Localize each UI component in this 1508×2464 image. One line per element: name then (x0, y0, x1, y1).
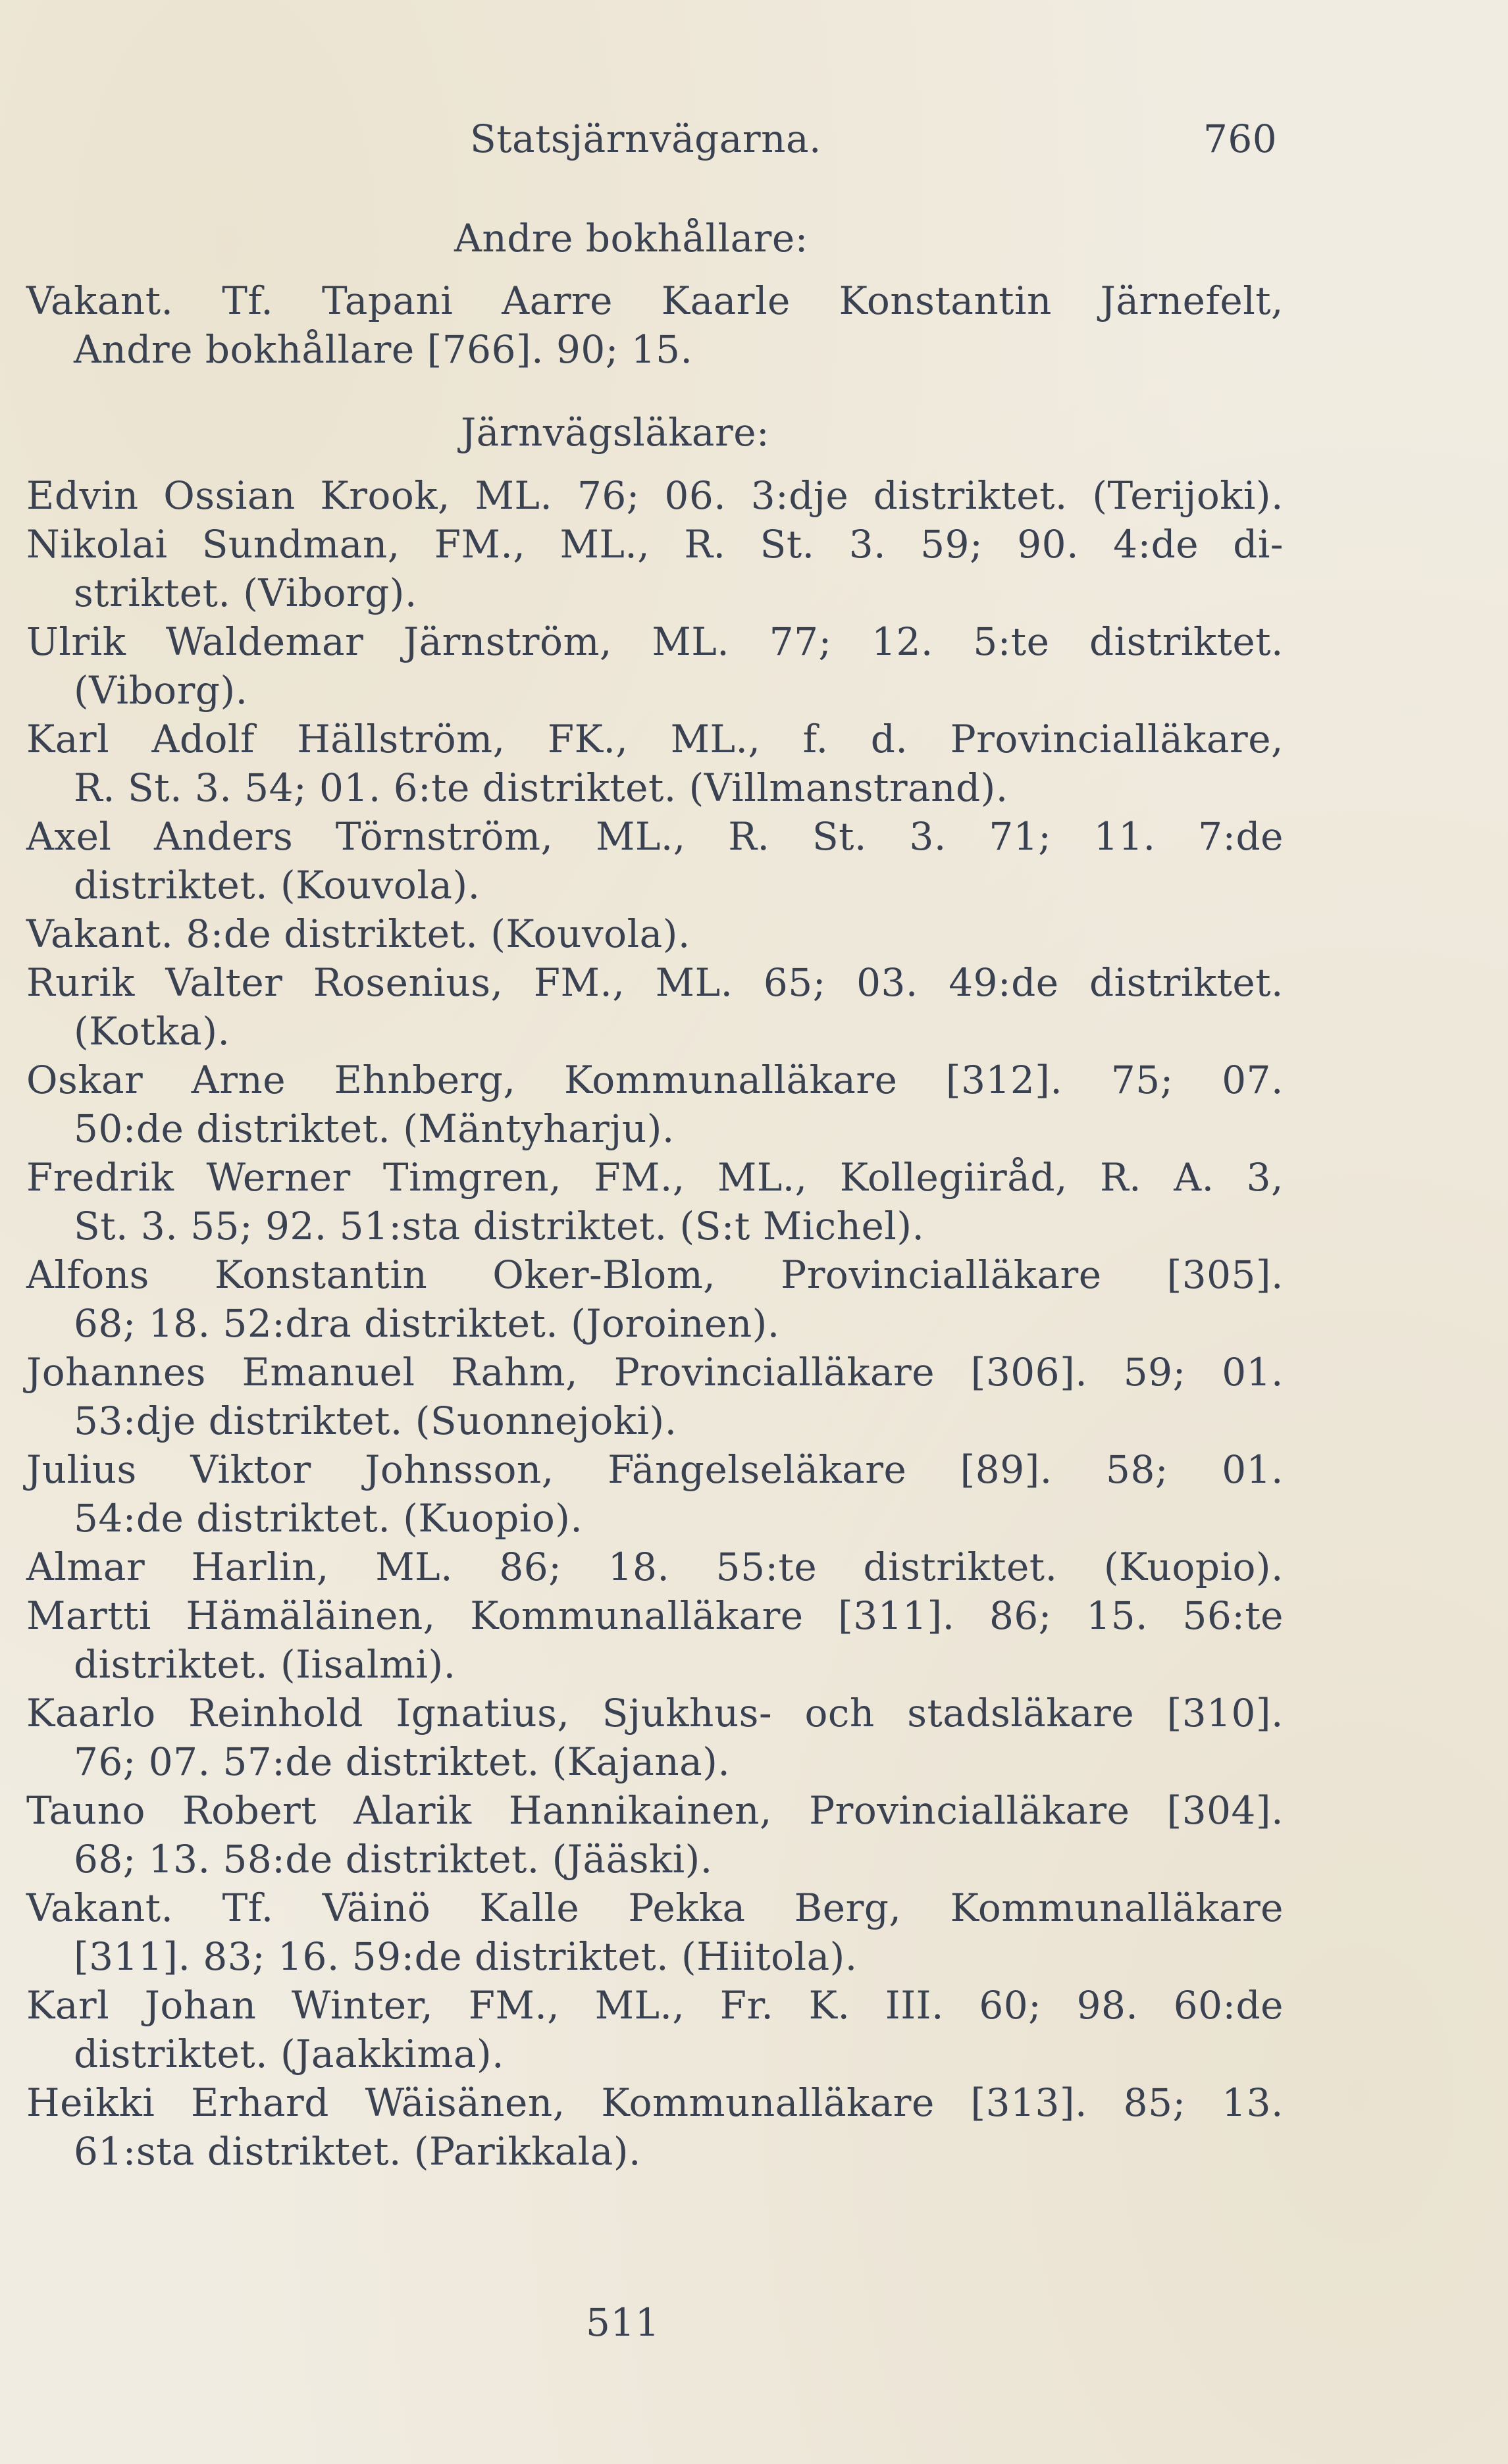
entry-line: 68; 18. 52:dra distriktet. (Joroinen). (74, 1301, 780, 1346)
entry-line: Tauno Robert Alarik Hannikainen, Provincialläkare [304]. (26, 1788, 1284, 1833)
entry-line: (Viborg). (74, 668, 248, 713)
entry-line: R. St. 3. 54; 01. 6:te distriktet. (Villmanstrand). (74, 765, 1008, 810)
entry-line: Vakant. Tf. Väinö Kalle Pekka Berg, Kommunalläkare (26, 1886, 1284, 1930)
entry-line: distriktet. (Kouvola). (74, 863, 481, 908)
entry-line: 53:dje distriktet. (Suonnejoki). (74, 1399, 677, 1443)
entry-line: Almar Harlin, ML. 86; 18. 55:te distriktet. (Kuopio). (26, 1545, 1284, 1589)
entry-line: Andre bokhållare [766]. 90; 15. (74, 327, 693, 372)
entry-line: Oskar Arne Ehnberg, Kommunalläkare [312]. 75; 07. (26, 1058, 1284, 1102)
entry-line: Nikolai Sundman, FM., ML., R. St. 3. 59; 90. 4:de di- (26, 522, 1284, 567)
entry-line: St. 3. 55; 92. 51:sta distriktet. (S:t Michel). (74, 1204, 925, 1248)
entry-line: Karl Johan Winter, FM., ML., Fr. K. III. 60; 98. 60:de (26, 1983, 1284, 2028)
entry-line: Vakant. 8:de distriktet. (Kouvola). (26, 911, 690, 956)
entry-line: Rurik Valter Rosenius, FM., ML. 65; 03. 49:de distriktet. (26, 960, 1284, 1005)
entry-line: 76; 07. 57:de distriktet. (Kajana). (74, 1739, 731, 1784)
entry-line: Kaarlo Reinhold Ignatius, Sjukhus- och stadsläkare [310]. (26, 1691, 1284, 1735)
entry-line: Alfons Konstantin Oker-Blom, Provincialläkare [305]. (26, 1252, 1284, 1297)
entry-line: Fredrik Werner Timgren, FM., ML., Kollegiiråd, R. A. 3, (26, 1155, 1284, 1200)
page-number: 760 (1203, 116, 1278, 161)
entry-line: Karl Adolf Hällström, FK., ML., f. d. Provincialläkare, (26, 717, 1284, 761)
running-header-title: Statsjärnvägarna. (470, 116, 821, 161)
entry-line: striktet. (Viborg). (74, 571, 417, 615)
entry-line: Ulrik Waldemar Järnström, ML. 77; 12. 5:te distriktet. (26, 619, 1284, 664)
entry-line: (Kotka). (74, 1009, 230, 1054)
entry-line: distriktet. (Iisalmi). (74, 1642, 456, 1687)
entry-line: Julius Viktor Johnsson, Fängelseläkare [89]. 58; 01. (26, 1447, 1284, 1492)
entry-line: 61:sta distriktet. (Parikkala). (74, 2129, 641, 2174)
entry-line: 68; 13. 58:de distriktet. (Jääski). (74, 1837, 713, 1882)
entry-line: Edvin Ossian Krook, ML. 76; 06. 3:dje distriktet. (Terijoki). (26, 473, 1284, 518)
entry-line: 50:de distriktet. (Mäntyharju). (74, 1106, 675, 1151)
section-title-jarnvagslakare: Järnvägsläkare: (461, 410, 770, 455)
entry-line: Johannes Emanuel Rahm, Provincialläkare [306]. 59; 01. (26, 1350, 1284, 1395)
section-title-andre-bokhallare: Andre bokhållare: (454, 216, 808, 261)
footer-page-number: 511 (586, 2300, 660, 2345)
entry-line: [311]. 83; 16. 59:de distriktet. (Hiitola). (74, 1934, 858, 1979)
entry-line: Axel Anders Törnström, ML., R. St. 3. 71; 11. 7:de (26, 814, 1284, 859)
entry-line: Vakant. Tf. Tapani Aarre Kaarle Konstantin Järnefelt, (26, 278, 1284, 323)
entry-line: Martti Hämäläinen, Kommunalläkare [311]. 86; 15. 56:te (26, 1593, 1284, 1638)
entry-line: 54:de distriktet. (Kuopio). (74, 1496, 583, 1541)
entry-line: distriktet. (Jaakkima). (74, 2032, 505, 2076)
entry-line: Heikki Erhard Wäisänen, Kommunalläkare [313]. 85; 13. (26, 2080, 1284, 2125)
